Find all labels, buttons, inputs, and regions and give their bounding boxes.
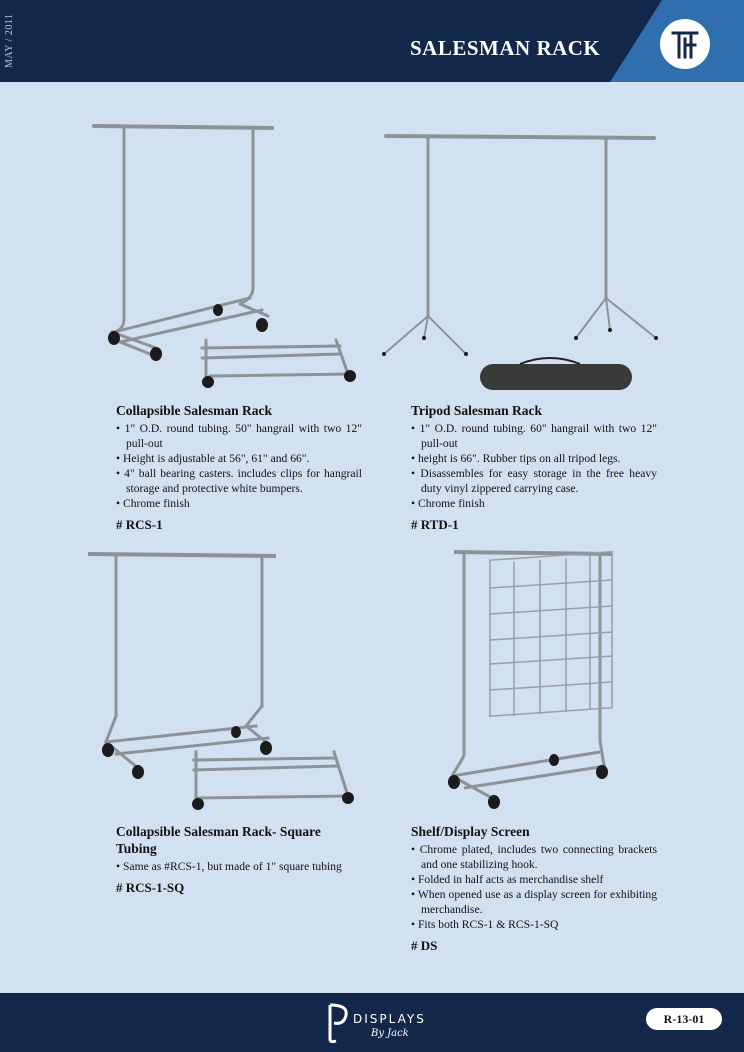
product-sku: # RTD-1 bbox=[411, 517, 459, 532]
product-features bbox=[411, 421, 657, 511]
header-bar bbox=[0, 0, 744, 82]
brand-mark-icon bbox=[326, 999, 350, 1045]
product-sku: # DS bbox=[411, 938, 438, 953]
header-accent-shape bbox=[0, 0, 744, 82]
feature-item: • Chrome finish bbox=[411, 496, 657, 511]
product-name: Tripod Salesman Rack bbox=[411, 403, 543, 418]
product-image-square-rack bbox=[86, 546, 366, 821]
brand-name: DISPLAYS bbox=[353, 1012, 426, 1026]
feature-item: • height is 66". Rubber tips on all tripod legs. bbox=[411, 451, 657, 466]
product-features bbox=[411, 842, 657, 932]
feature-item: • 4" ball bearing casters. includes clips for hangrail storage and protective white bumpers. bbox=[116, 466, 362, 496]
collapsible-rack-illustration bbox=[90, 118, 370, 398]
page-code-badge: R-13-01 bbox=[646, 1008, 722, 1030]
carrying-case bbox=[480, 364, 632, 390]
feature-item: • 1" O.D. round tubing. 60" hangrail with two 12" pull-out bbox=[411, 421, 657, 451]
issue-date: MAY / 2011 bbox=[4, 14, 15, 69]
product-collapsible-rack bbox=[116, 402, 362, 533]
tripod-rack-illustration bbox=[380, 126, 660, 396]
display-screen-illustration bbox=[436, 544, 636, 814]
feature-item: • Chrome plated, includes two connecting brackets and one stabilizing hook. bbox=[411, 842, 657, 872]
product-features bbox=[116, 421, 362, 511]
product-sku: # RCS-1 bbox=[116, 517, 163, 532]
product-name: Collapsible Salesman Rack bbox=[116, 403, 273, 418]
page-title: SALESMAN RACK bbox=[410, 36, 601, 60]
feature-item: • Fits both RCS-1 & RCS-1-SQ bbox=[411, 917, 657, 932]
product-name: Collapsible Salesman Rack- Square Tubing bbox=[116, 824, 321, 856]
product-image-collapsible-rack bbox=[90, 118, 370, 403]
product-features bbox=[116, 859, 362, 874]
feature-item: • Chrome finish bbox=[116, 496, 362, 511]
brand-tagline: By Jack bbox=[371, 1028, 409, 1039]
product-square-rack bbox=[116, 823, 362, 896]
feature-item: • Same as #RCS-1, but made of 1" square tubing bbox=[116, 859, 362, 874]
feature-item: • Folded in half acts as merchandise shelf bbox=[411, 872, 657, 887]
feature-item: • When opened use as a display screen for exhibiting merchandise. bbox=[411, 887, 657, 917]
product-sku: # RCS-1-SQ bbox=[116, 880, 185, 895]
feature-item: • 1" O.D. round tubing. 50" hangrail with two 12" pull-out bbox=[116, 421, 362, 451]
product-display-screen bbox=[411, 823, 657, 954]
brand-logo-icon bbox=[660, 19, 710, 69]
feature-item: • Disassembles for easy storage in the free heavy duty vinyl zippered carrying case. bbox=[411, 466, 657, 496]
product-image-display-screen bbox=[436, 544, 636, 819]
product-tripod-rack bbox=[411, 402, 657, 533]
square-rack-illustration bbox=[86, 546, 366, 816]
feature-item: • Height is adjustable at 56", 61" and 66". bbox=[116, 451, 362, 466]
product-name: Shelf/Display Screen bbox=[411, 824, 530, 839]
product-image-tripod-rack bbox=[380, 126, 660, 401]
